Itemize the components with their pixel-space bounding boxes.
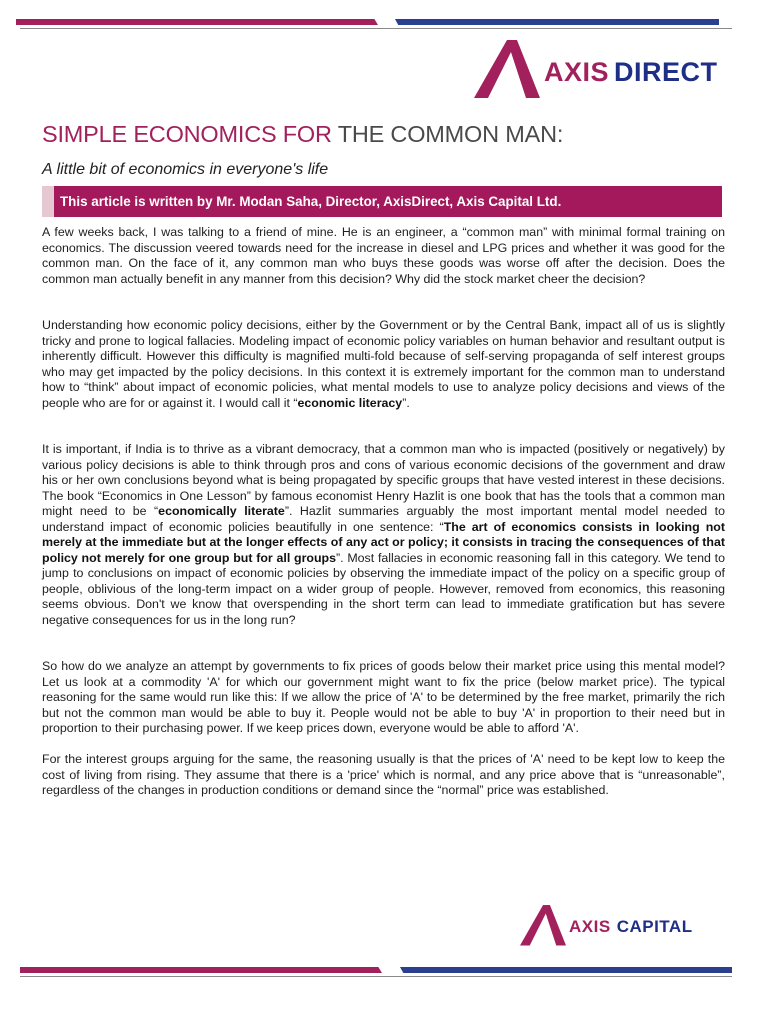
paragraph-3 [42, 442, 725, 628]
axis-logo-icon [474, 40, 540, 100]
article-title [42, 121, 563, 148]
paragraph-1: A few weeks back, I was talking to a friend of mine. He is an engineer, a “common man” with minimal formal training on economics. The discussion veered towards need for the increase in diesel and LPG prices and whether it was good for the common man. On the face of it, any common man who buys these goods was worse off after the decision. Does the common man actually benefit in any manner from this decision? Why did the stock market cheer the decision? [42, 225, 725, 286]
footer-stripe-magenta [20, 967, 382, 973]
paragraph-2 [42, 318, 725, 411]
footer-stripe-blue [400, 967, 732, 973]
brand-axis-text: AXIS [544, 56, 610, 87]
axiscapital-logo [520, 905, 693, 947]
header-stripe-magenta [16, 19, 378, 25]
hazlit-quote-emphasis: The art of economics consists in looking not merely at the immediate but at the longer effects of any act or policy; it consists in tracing the consequences of that policy not merely for one group but for all groups [42, 519, 725, 565]
paragraph-3-text-a: It is important, if India is to thrive as a vibrant democracy, that a common man who is impacted (positively or negatively) by various policy decisions is able to think through pros and cons of various economic decisions of the government and draw his or her own conclusions beyond what is being propagated by specific groups that have vested interest in these decisions. The book “Economics in One Lesson” by famous economist Henry Hazlit is one book that has the tools that a common man might need to be “ [42, 442, 725, 518]
byline-accent-bar [42, 186, 54, 217]
paragraph-3-text-b: ”. Hazlit summaries arguably the most important mental model needed to understand impact of economic policies beautifully in one sentence: “ [42, 504, 725, 534]
footer-brand-axis-text: AXIS [569, 917, 611, 936]
title-part1: SIMPLE ECONOMICS FOR [42, 121, 332, 147]
axisdirect-logo [474, 40, 718, 100]
article-subtitle: A little bit of economics in everyone's life [42, 161, 329, 178]
article-body [42, 225, 725, 830]
paragraph-2-end: ”. [402, 395, 410, 410]
economic-literacy-emphasis: economic literacy [297, 395, 403, 410]
brand-direct-text: DIRECT [614, 56, 718, 87]
axis-capital-logo-icon [520, 905, 566, 947]
footer-brand-capital-text: CAPITAL [616, 917, 693, 936]
byline-banner [42, 186, 722, 217]
paragraph-2-text: Understanding how economic policy decisions, either by the Government or by the Central Bank, impact all of us is slightly tricky and prone to logical fallacies. Modeling impact of economic policy variables on human behavior and resultant output is inherently difficult. However this difficulty is magnified multi-fold because of self-serving propaganda of self interest groups who may get impacted by the policy decisions. In this context it is extremely important for the common man to understand how to “think” about impact of economic policies, what mental models to use to analyze policy decisions and views of the people who are for or against it. I would call it “ [42, 318, 725, 410]
footer-divider [20, 976, 732, 977]
paragraph-5: For the interest groups arguing for the same, the reasoning usually is that the prices of 'A' need to be kept low to keep the cost of living from rising. They assume that there is a 'price' which is normal, and any price above that is “unreasonable”, regardless of the changes in production conditions or demand since the “normal” price was established. [42, 752, 725, 797]
title-part2: THE COMMON MAN: [337, 121, 564, 147]
paragraph-3-text-c: ”. Most fallacies in economic reasoning fall in this category. We tend to jump to conclusions on impact of economic policies by observing the immediate impact of the policy on a specific group of people, oblivious of the long-term impact on a wider group of people. However, removed from economics, this reasoning seems obvious. Don't we know that overspending in the short term can lead to immediate gratification but has severe negative consequences for us in the long run? [42, 550, 725, 627]
header-stripe-blue [395, 19, 719, 25]
paragraph-4: So how do we analyze an attempt by governments to fix prices of goods below their market price using this mental model? Let us look at a commodity 'A' for which our government might want to fix the price (below market price). The typical reasoning for the same would run like this: If we allow the price of 'A' to be determined by the free market, primarily the rich but not the common man would be able to buy it. People would not be able to buy 'A' in proportion to their need but in proportion to their purchasing power. If we keep prices down, everyone would be able to afford 'A'. [42, 659, 725, 735]
header-divider [20, 28, 732, 29]
economically-literate-emphasis: economically literate [158, 504, 285, 518]
byline-text: This article is written by Mr. Modan Saha, Director, AxisDirect, Axis Capital Ltd. [60, 194, 562, 209]
